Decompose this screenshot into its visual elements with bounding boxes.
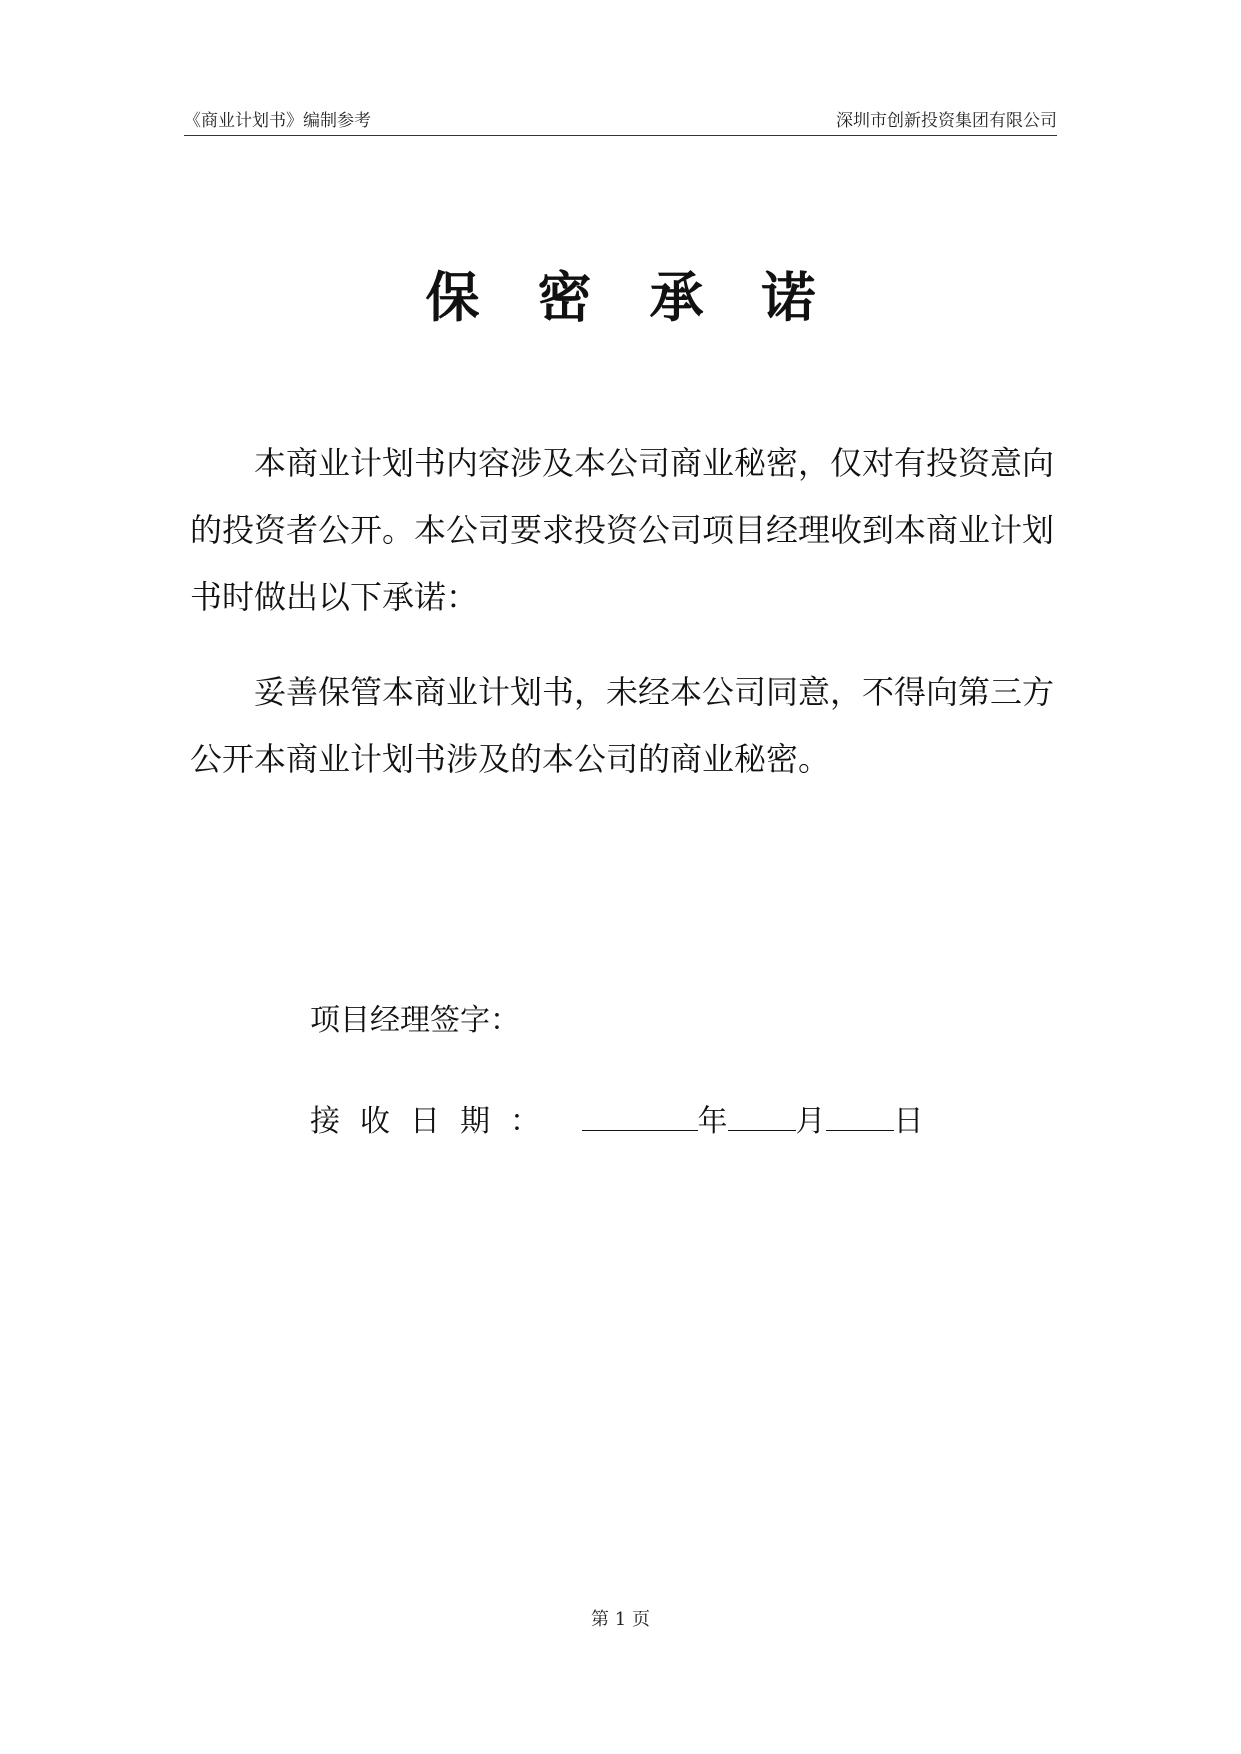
signature-label: 项目经理签字：: [310, 1003, 520, 1038]
receipt-date-line: [310, 1098, 924, 1142]
paragraph-commitment: 妥善保管本商业计划书，未经本公司同意，不得向第三方公开本商业计划书涉及的本公司的商业秘密。: [190, 673, 1055, 778]
day-label: 日: [893, 1104, 924, 1139]
page-title: 保密承诺: [425, 265, 874, 329]
page-number: 第 1 页: [591, 1609, 650, 1630]
month-blank: [728, 1098, 796, 1131]
date-label: 接收日期：: [310, 1104, 560, 1139]
year-label: 年: [697, 1104, 728, 1139]
signature-line: [310, 1001, 520, 1041]
paragraph-intro: 本商业计划书内容涉及本公司商业秘密，仅对有投资意向的投资者公开。本公司要求投资公司项目经理收到本商业计划书时做出以下承诺：: [190, 444, 1055, 616]
day-blank: [826, 1098, 894, 1131]
header-company-name: 深圳市创新投资集团有限公司: [836, 111, 1057, 131]
header-left-title: 《商业计划书》编制参考: [184, 111, 371, 131]
year-blank: [582, 1098, 698, 1131]
month-label: 月: [795, 1104, 826, 1139]
header-divider: [184, 135, 1057, 136]
